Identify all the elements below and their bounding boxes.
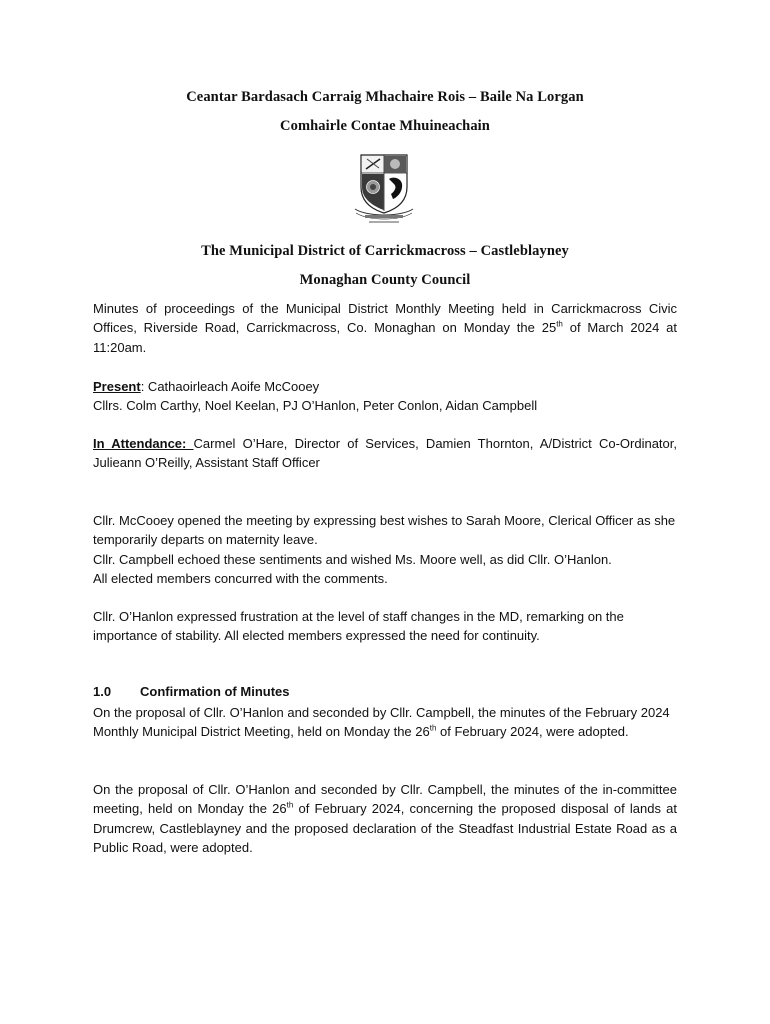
council-crest-icon <box>347 153 421 227</box>
present-paragraph: Present: Cathaoirleach Aoife McCooey Cllrs. Colm Carthy, Noel Keelan, PJ O’Hanlon, Peter Conlon, Aidan Campbell <box>93 379 538 414</box>
section-title: Confirmation of Minutes <box>140 684 290 699</box>
minutes-paragraph-1: On the proposal of Cllr. O’Hanlon and seconded by Cllr. Campbell, the minutes of the February 2024 Monthly Municipal District Meeting, held on Monday the 26th of February 2024, were adopted. <box>93 705 670 740</box>
section-heading <box>93 684 290 699</box>
staff-paragraph: Cllr. O’Hanlon expressed frustration at the level of staff changes in the MD, remarking on the importance of stability. All elected members expressed the need for continuity. <box>93 609 624 644</box>
minutes-paragraph-2: On the proposal of Cllr. O’Hanlon and seconded by Cllr. Campbell, the minutes of the in-committee meeting, held on Monday the 26th of February 2024, concerning the proposed disposal of lands at Drumcrew, Castleblayney and the proposed declaration of the Steadfast Industrial Estate Road as a Public Road, were adopted. <box>93 782 677 856</box>
attendance-label: In Attendance: <box>93 436 194 451</box>
attendance-paragraph: In Attendance: Carmel O’Hare, Director of Services, Damien Thornton, A/District Co-Ordinator, Julieann O’Reilly, Assistant Staff Officer <box>93 436 677 471</box>
section-number: 1.0 <box>93 684 112 699</box>
irish-council-title: Comhairle Contae Mhuineachain <box>280 118 490 134</box>
opening-paragraph: Cllr. McCooey opened the meeting by expressing best wishes to Sarah Moore, Clerical Officer as she temporarily departs on maternity leave. Cllr. Campbell echoed these sentiments and wished Ms. Moore well, as did Cllr. O’Hanlon. All elected members concurred with the comments. <box>93 513 676 587</box>
present-label: Present <box>93 379 141 394</box>
irish-district-title: Ceantar Bardasach Carraig Mhachaire Rois – Baile Na Lorgan <box>186 89 584 105</box>
council-title: Monaghan County Council <box>299 272 471 288</box>
district-title: The Municipal District of Carrickmacross – Castleblayney <box>201 243 569 259</box>
intro-paragraph: Minutes of proceedings of the Municipal District Monthly Meeting held in Carrickmacross Civic Offices, Riverside Road, Carrickmacross, Co. Monaghan on Monday the 25th of March 2024 at 11:20am. <box>93 301 678 355</box>
